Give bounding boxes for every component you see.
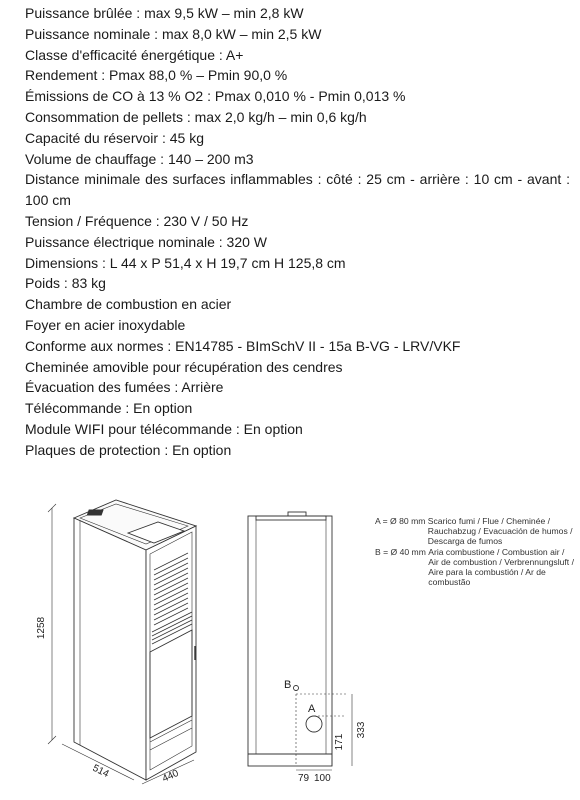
spec-line: Chambre de combustion en acier: [25, 296, 232, 313]
spec-line: Télécommande : En option: [25, 400, 193, 417]
spec-line: Conforme aux normes : EN14785 - BImSchV II - 15a B-VG - LRV/VKF: [25, 337, 461, 354]
legend-tag-b: B = Ø 40 mm: [375, 546, 426, 557]
spec-line: Puissance électrique nominale : 320 W: [25, 233, 268, 250]
spec-line: Dimensions : L 44 x P 51,4 x H 19,7 cm H 125,8 cm: [25, 254, 346, 271]
spec-line: Poids : 83 kg: [25, 275, 106, 292]
spec-line: Émissions de CO à 13 % O2 : Pmax 0,010 % - Pmin 0,013 %: [25, 88, 406, 105]
spec-line: Foyer en acier inoxydable: [25, 316, 186, 333]
stove-side-view: [248, 512, 352, 770]
spec-line: Volume de chauffage : 140 – 200 m3: [25, 150, 254, 167]
dimension-height: 1258: [36, 616, 47, 640]
label-outlet-b: B: [284, 679, 292, 691]
legend-text-b: Aria combustione / Combustion air / Air de combustion / Verbrennungsluft / Aire para la combustión / Ar de combustão: [428, 546, 574, 588]
spec-line: Cheminée amovible pour récupération des cendres: [25, 358, 343, 375]
dimension-offset-b: 100: [314, 773, 331, 784]
dimension-offset-a: 79: [298, 773, 310, 784]
spec-line: Consommation de pellets : max 2,0 kg/h – min 0,6 kg/h: [25, 108, 367, 125]
label-outlet-a: A: [308, 703, 316, 715]
spec-line: Classe d'efficacité énergétique : A+: [25, 46, 244, 63]
legend-text-a: Scarico fumi / Flue / Cheminée / Rauchabzug / Evacuación de humos / Descarga de fumos: [427, 516, 573, 547]
spec-line: Rendement : Pmax 88,0 % – Pmin 90,0 %: [25, 67, 288, 84]
spec-line: Distance minimale des surfaces inflammables : côté : 25 cm - arrière : 10 cm - avant : 100 cm: [25, 171, 570, 209]
dimension-outlet-a-height: 171: [334, 733, 345, 751]
legend-entry-a: [375, 516, 575, 547]
spec-line: Puissance brûlée : max 9,5 kW – min 2,8 kW: [25, 5, 304, 21]
stove-isometric-view: [48, 500, 196, 784]
spec-line: Puissance nominale : max 8,0 kW – min 2,5 kW: [25, 25, 322, 42]
spec-line: Évacuation des fumées : Arrière: [25, 379, 224, 396]
drawing-legend: [375, 516, 575, 587]
spec-line: Tension / Fréquence : 230 V / 50 Hz: [25, 212, 249, 229]
dimension-outlet-b-height: 333: [356, 721, 367, 739]
spec-line: Plaques de protection : En option: [25, 441, 232, 458]
dimension-depth: 514: [90, 762, 111, 781]
legend-tag-a: A = Ø 80 mm: [375, 516, 426, 526]
dimension-width: 440: [160, 767, 181, 785]
spec-line: Module WIFI pour télécommande : En option: [25, 420, 303, 437]
legend-entry-b: [375, 547, 575, 588]
spec-list: [25, 3, 570, 461]
spec-line: Capacité du réservoir : 45 kg: [25, 129, 204, 146]
